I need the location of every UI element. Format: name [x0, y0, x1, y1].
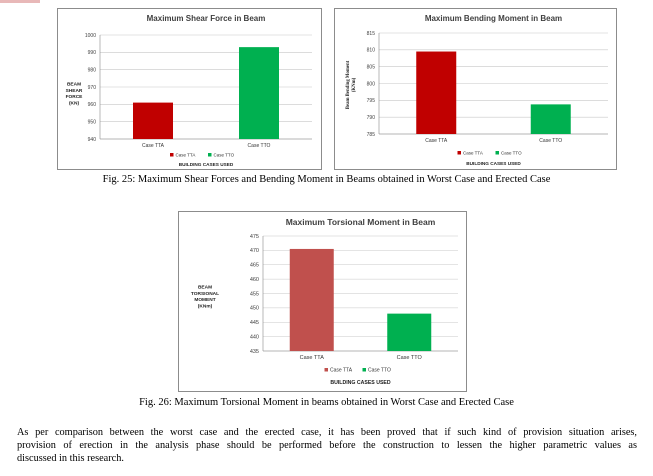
legend-swatch	[496, 151, 500, 155]
torsional-moment-chart-svg	[179, 212, 468, 393]
y-axis-label-line: Beam Bending Moment	[346, 60, 351, 110]
x-axis-label: BUILDING CASES USED	[330, 380, 391, 386]
y-tick-label: 460	[249, 276, 259, 283]
y-tick-label: 470	[249, 248, 259, 255]
y-tick-label: 455	[249, 291, 259, 298]
legend-label: Case TTO	[368, 367, 391, 374]
y-axis-label-line: MOMENT	[194, 298, 216, 304]
y-axis-label	[346, 60, 357, 109]
body-paragraph	[17, 426, 637, 465]
y-axis-label-line: BEAM	[197, 285, 213, 291]
figure-26-caption: Fig. 26: Maximum Torsional Moment in beams obtained in Worst Case and Erected Case	[139, 397, 514, 408]
y-axis-label-line: TORSIONAL	[190, 291, 220, 297]
y-tick-label: 800	[366, 81, 375, 88]
legend-swatch	[325, 368, 329, 372]
y-axis-label-line: BEAM	[66, 82, 82, 88]
y-tick-label: 960	[87, 102, 96, 109]
page-header-mark	[0, 0, 40, 3]
chart-title: Maximum Bending Moment in Beam	[424, 14, 563, 23]
y-axis-label-line: FORCE	[65, 95, 83, 101]
y-tick-label: 790	[366, 114, 375, 121]
paragraph-line-1: As per comparison between the worst case and the erected case, it has been proved that if such kind of provision situation arises,	[17, 427, 637, 438]
x-category-label: Case TTA	[299, 355, 324, 361]
shear-force-chart	[57, 8, 322, 170]
y-tick-label: 435	[249, 348, 259, 355]
y-tick-label: 950	[87, 119, 96, 126]
legend-label: Case TTO	[501, 150, 522, 156]
bending-moment-chart	[334, 8, 617, 170]
y-tick-label: 980	[87, 67, 96, 74]
y-axis-label-line: (KN)	[68, 101, 80, 107]
y-tick-label: 970	[87, 84, 96, 91]
bending-moment-chart-svg	[335, 9, 618, 171]
legend-swatch	[458, 151, 462, 155]
legend-swatch	[363, 368, 367, 372]
legend-swatch	[170, 153, 174, 157]
y-tick-label: 990	[87, 50, 96, 57]
y-tick-label: 805	[366, 64, 375, 71]
bar-case-tto	[531, 104, 571, 134]
x-axis-label: BUILDING CASES USED	[178, 162, 234, 167]
bar-case-tta	[416, 52, 456, 134]
legend-label: Case TTO	[213, 152, 235, 158]
y-tick-label: 810	[366, 47, 375, 54]
y-tick-label: 450	[249, 305, 259, 312]
x-category-label: Case TTA	[141, 143, 165, 149]
x-category-label: Case TTA	[425, 138, 448, 144]
x-category-label: Case TTO	[396, 355, 422, 361]
x-category-label: Case TTO	[247, 143, 271, 149]
y-axis-label-line: (KNm)	[197, 304, 213, 310]
shear-force-chart-svg	[58, 9, 323, 171]
y-tick-label: 785	[366, 131, 375, 138]
bar-case-tto	[387, 314, 431, 351]
torsional-moment-chart	[178, 211, 467, 392]
y-tick-label: 445	[249, 320, 259, 327]
y-axis-label-line: (KNm)	[352, 77, 357, 93]
y-axis-label-line: SHEAR	[65, 88, 83, 94]
legend-label: Case TTA	[330, 367, 353, 374]
y-tick-label: 795	[366, 98, 375, 105]
legend-label: Case TTA	[175, 152, 196, 158]
figure-25-caption: Fig. 25: Maximum Shear Forces and Bending Moment in Beams obtained in Worst Case and Erected Case	[102, 174, 551, 185]
legend-swatch	[208, 153, 212, 157]
y-tick-label: 475	[249, 233, 259, 240]
chart-title: Maximum Shear Force in Beam	[146, 14, 266, 23]
y-tick-label: 465	[249, 262, 259, 269]
legend-label: Case TTA	[463, 150, 483, 156]
bar-case-tta	[133, 103, 173, 139]
x-axis-label: BUILDING CASES USED	[466, 161, 521, 166]
bar-case-tto	[239, 47, 279, 139]
paragraph-line-3: discussed in this research.	[17, 453, 124, 464]
y-tick-label: 940	[87, 136, 96, 143]
y-tick-label: 440	[249, 334, 259, 341]
y-tick-label: 1000	[84, 32, 96, 39]
chart-title: Maximum Torsional Moment in Beam	[285, 217, 436, 227]
y-tick-label: 815	[366, 30, 375, 37]
x-category-label: Case TTO	[539, 138, 563, 144]
bar-case-tta	[290, 249, 334, 351]
paragraph-line-2: provision of erection in the analysis phase should be performed before the construction to lessen the higher parametric values as	[17, 440, 637, 451]
